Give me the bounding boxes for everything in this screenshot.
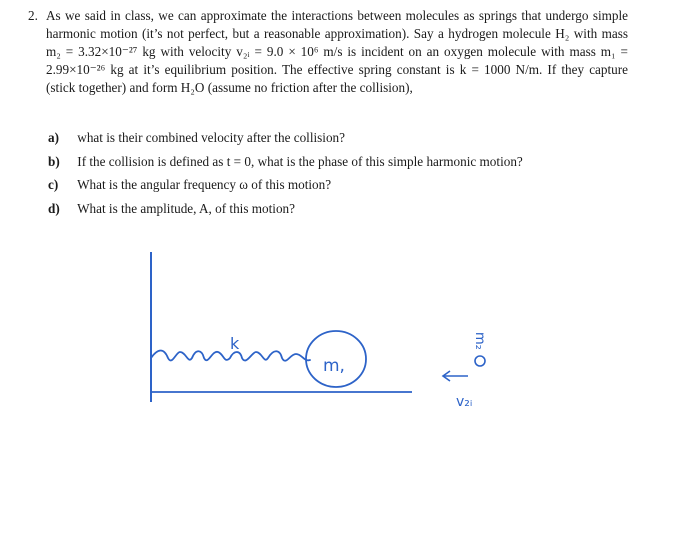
part-label: a) — [48, 130, 59, 145]
spring-mass-diagram — [140, 240, 520, 430]
mass-m1-label: m, — [323, 356, 345, 376]
mass-m2-label: m₂ — [472, 332, 487, 350]
part-label: c) — [48, 177, 59, 192]
part-text: What is the amplitude, A, of this motion? — [77, 200, 295, 216]
part-label: d) — [48, 200, 60, 216]
part-label: b) — [48, 153, 60, 169]
question-part-c — [48, 176, 648, 200]
part-text: what is their combined velocity after the collision? — [77, 130, 345, 145]
question-part-b — [48, 153, 648, 177]
spring-label-k: k — [230, 334, 240, 353]
velocity-label: v₂ᵢ — [456, 394, 473, 410]
part-text: What is the angular frequency ω of this motion? — [77, 177, 332, 192]
problem-block — [28, 7, 628, 110]
part-text: If the collision is defined as t = 0, what is the phase of this simple harmonic motion? — [77, 153, 523, 169]
problem-intro: As we said in class, we can approximate the interactions between molecules as springs that undergo simple harmonic motion (it’s not perfect, but a reasonable approximation). Say a hydrogen molecule H₂ with mass m₂ = 3.32×10⁻²⁷ kg with velocity v₂ᵢ = 9.0 × 10⁶ m/s is incident on an oxygen molecule with mass m₁ = 2.99×10⁻²⁶ kg at it’s equilibrium position. The effective spring constant is k = 1000 N/m. If they capture (stick together) and form H₂O (assume no friction after the collision), — [46, 8, 628, 95]
question-part-a — [48, 129, 648, 153]
question-part-d — [48, 200, 648, 224]
problem-number: 2. — [28, 8, 38, 23]
question-parts — [48, 129, 648, 223]
mass-m2-circle — [475, 356, 485, 366]
